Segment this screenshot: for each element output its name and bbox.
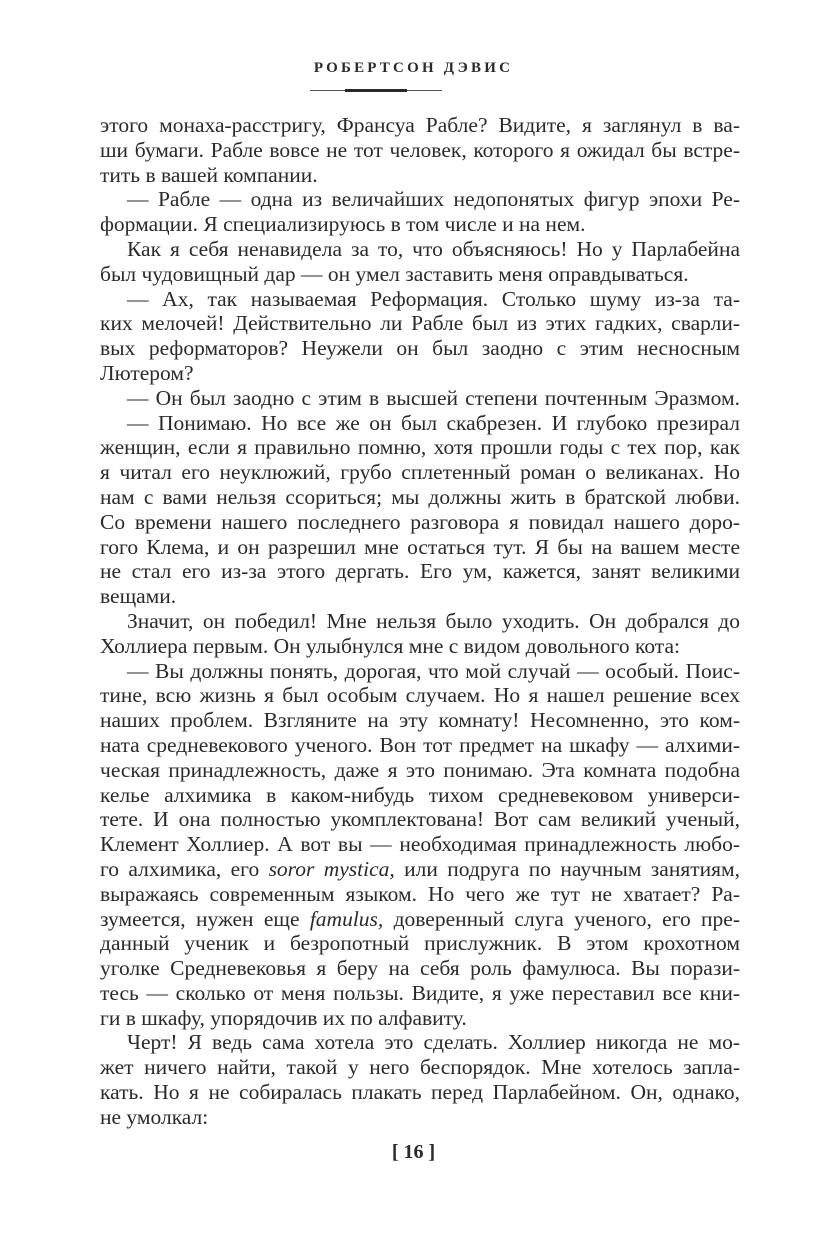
- text-segment: гого Клема, и он разрешил мне остаться тут. Я бы на вашем месте: [100, 534, 740, 559]
- text-line: [100, 882, 740, 907]
- italic-phrase: famulus,: [309, 906, 384, 931]
- text-line: [100, 807, 740, 832]
- text-line: [100, 584, 740, 609]
- text-line: [100, 1055, 740, 1080]
- text-line: [100, 1080, 740, 1105]
- text-line: [100, 931, 740, 956]
- text-segment: тине, всю жизнь я был особым случаем. Но я нашел решение всех: [100, 683, 740, 708]
- text-segment: — Он был заодно с этим в высшей степени почтенным Эразмом.: [127, 385, 740, 410]
- text-segment: — Рабле — одна из величайших недопонятых фигур эпохи Ре-: [127, 187, 740, 212]
- text-segment: доверенный слуга ученого, его пре-: [383, 906, 740, 931]
- text-segment: я читал его неуклюжий, грубо сплетенный роман о великанах. Но: [100, 460, 740, 485]
- text-segment: го алхимика, его: [100, 856, 269, 881]
- text-line: [100, 634, 740, 659]
- text-segment: келье алхимика в каком-нибудь тихом средневековом универси-: [100, 782, 740, 807]
- text-segment: уголке Средневековья я беру на себя роль фамулюса. Вы порази-: [100, 956, 740, 981]
- text-line: [100, 336, 740, 361]
- text-line: [100, 163, 740, 188]
- text-segment: вых реформаторов? Неужели он был заодно с этим несносным: [100, 336, 740, 361]
- text-segment: Клемент Холлиер. А вот вы — необходимая принадлежность любо-: [100, 832, 740, 857]
- text-line: [100, 386, 740, 411]
- text-segment: жет ничего найти, такой у него беспорядок. Мне хотелось запла-: [100, 1055, 740, 1080]
- text-line: [100, 559, 740, 584]
- text-segment: тить в вашей компании.: [100, 162, 318, 187]
- text-line: [100, 1105, 740, 1130]
- text-line: [100, 187, 740, 212]
- text-segment: ких мелочей! Действительно ли Рабле был из этих гадких, сварли-: [100, 311, 740, 336]
- header-rule-accent: [345, 89, 407, 92]
- text-segment: вещами.: [100, 584, 177, 609]
- text-line: [100, 237, 740, 262]
- body-text: [100, 113, 740, 1130]
- text-segment: Лютером?: [100, 360, 194, 385]
- text-line: [100, 609, 740, 634]
- text-line: [100, 783, 740, 808]
- text-segment: данный ученик и безропотный прислужник. В этом крохотном: [100, 931, 740, 956]
- page-number: [ 16 ]: [391, 1141, 436, 1163]
- text-segment: формации. Я специализируюсь в том числе и на нем.: [100, 212, 586, 237]
- text-line: [100, 659, 740, 684]
- text-segment: Холлиера первым. Он улыбнулся мне с видом довольного кота:: [100, 633, 680, 658]
- text-segment: Значит, он победил! Мне нельзя было уходить. Он добрался до: [127, 608, 740, 633]
- text-segment: женщин, если я правильно помню, хотя прошли годы с тех пор, как: [100, 435, 740, 460]
- text-line: [100, 411, 740, 436]
- text-line: [100, 907, 740, 932]
- text-line: [100, 981, 740, 1006]
- text-segment: наших проблем. Взгляните на эту комнату! Несомненно, это ком-: [100, 708, 740, 733]
- text-segment: — Ах, так называемая Реформация. Столько шуму из-за та-: [127, 286, 740, 311]
- text-line: [100, 733, 740, 758]
- text-segment: ши бумаги. Рабле вовсе не тот человек, которого я ожидал бы встре-: [100, 137, 740, 162]
- text-segment: ческая принадлежность, даже я это понимаю. Эта комната подобна: [100, 757, 740, 782]
- text-line: [100, 287, 740, 312]
- text-line: [100, 460, 740, 485]
- text-segment: выражаясь современным языком. Но чего же тут не хватает? Ра-: [100, 881, 740, 906]
- running-header: РОБЕРТСОН ДЭВИС: [313, 60, 514, 76]
- text-segment: Как я себя ненавидела за то, что объясняюсь! Но у Парлабейна: [127, 236, 740, 261]
- text-line: [100, 262, 740, 287]
- text-line: [100, 832, 740, 857]
- text-line: [100, 113, 740, 138]
- text-segment: не умолкал:: [100, 1104, 209, 1129]
- text-segment: Со времени нашего последнего разговора я повидал нашего доро-: [100, 509, 740, 534]
- text-line: [100, 361, 740, 386]
- text-line: [100, 1006, 740, 1031]
- text-line: [100, 1030, 740, 1055]
- text-segment: этого монаха-расстригу, Франсуа Рабле? Видите, я заглянул в ва-: [100, 113, 740, 137]
- text-segment: тесь — сколько от меня пользы. Видите, я уже переставил все кни-: [100, 980, 740, 1005]
- text-line: [100, 708, 740, 733]
- text-line: [100, 212, 740, 237]
- text-segment: ги в шкафу, упорядочив их по алфавиту.: [100, 1005, 467, 1030]
- text-line: [100, 510, 740, 535]
- text-segment: тете. И она полностью укомплектована! Вот сам великий ученый,: [100, 807, 740, 832]
- text-line: [100, 485, 740, 510]
- text-segment: ната средневекового ученого. Вон тот предмет на шкафу — алхими-: [100, 732, 740, 757]
- text-line: [100, 535, 740, 560]
- text-segment: кать. Но я не собиралась плакать перед Парлабейном. Он, однако,: [100, 1080, 740, 1105]
- text-segment: — Вы должны понять, дорогая, что мой случай — особый. Поис-: [127, 658, 740, 683]
- text-line: [100, 683, 740, 708]
- text-segment: не стал его из-за этого дергать. Его ум, кажется, занят великими: [100, 559, 740, 584]
- text-line: [100, 311, 740, 336]
- text-line: [100, 138, 740, 163]
- text-segment: нам с вами нельзя ссориться; мы должны жить в братской любви.: [100, 484, 740, 509]
- text-line: [100, 956, 740, 981]
- text-segment: Черт! Я ведь сама хотела это сделать. Холлиер никогда не мо-: [127, 1030, 740, 1055]
- text-segment: или подруга по научным занятиям,: [394, 856, 740, 881]
- text-line: [100, 435, 740, 460]
- text-segment: — Понимаю. Но все же он был скабрезен. И глубоко презирал: [127, 410, 740, 435]
- text-segment: зумеется, нужен еще: [100, 906, 310, 931]
- text-segment: был чудовищный дар — он умел заставить меня оправдываться.: [100, 261, 689, 286]
- text-line: [100, 758, 740, 783]
- italic-phrase: soror mystica,: [268, 856, 395, 881]
- text-line: [100, 857, 740, 882]
